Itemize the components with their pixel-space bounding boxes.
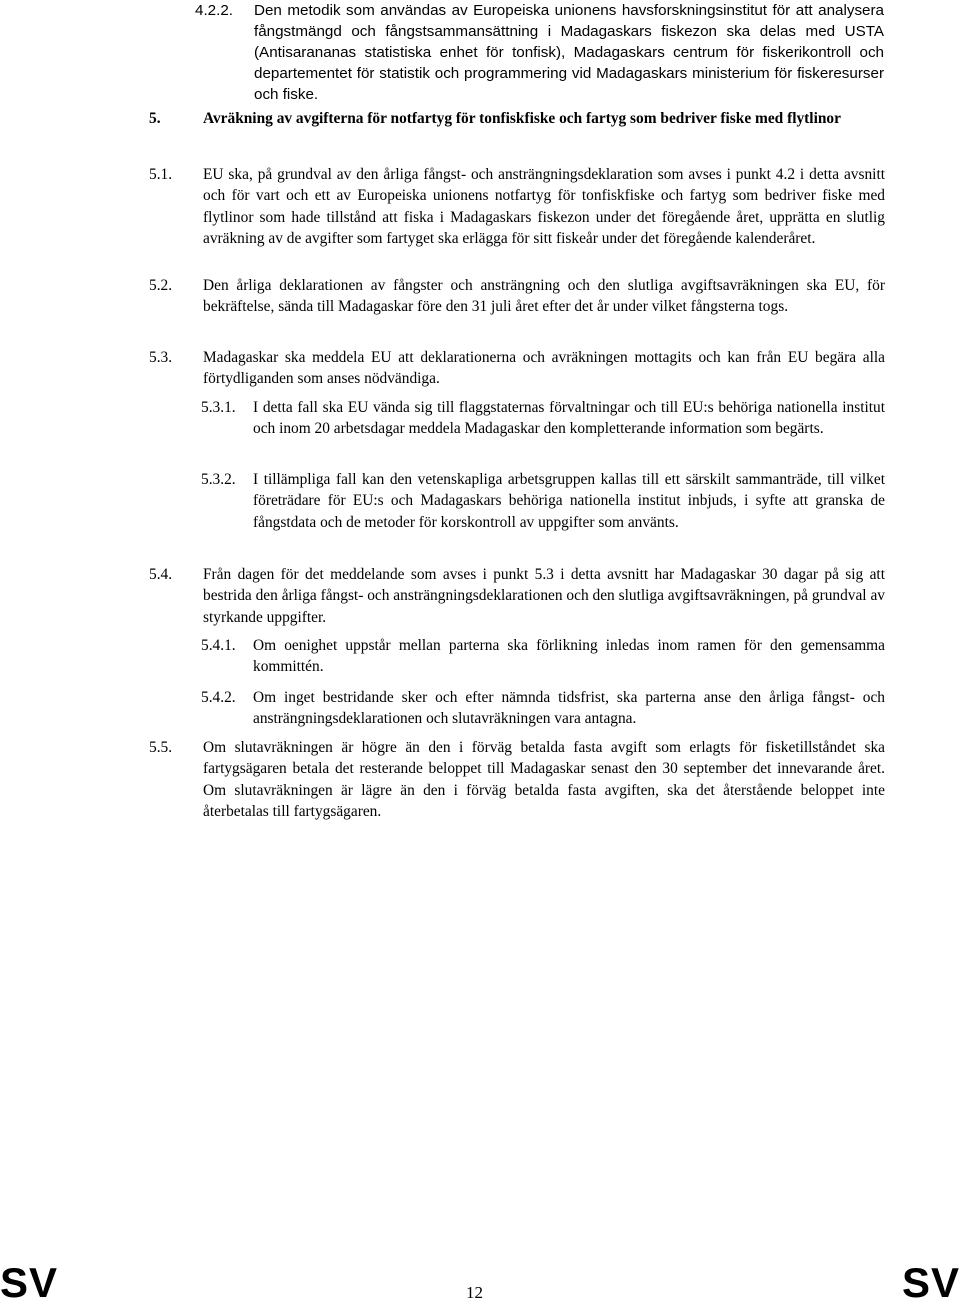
paragraph-5-1 xyxy=(149,164,885,249)
paragraph-text: Om slutavräkningen är högre än den i förväg betalda fasta avgift som erlagts för fisketillståndet ska fartygsägaren betala det resterande beloppet till Madagaskar senast den 30 september det innevarande året. Om slutavräkningen är lägre än den i förväg betalda fasta avgiften, ska det återstående beloppet inte återbetalas till fartygsägaren. xyxy=(203,739,885,820)
page-number: 12 xyxy=(466,1283,483,1302)
paragraph-text: Om oenighet uppstår mellan parterna ska förlikning inledas inom ramen för den gemensamma kommittén. xyxy=(253,637,885,676)
paragraph-5-3-2 xyxy=(201,469,885,533)
paragraph-number: 5.4. xyxy=(149,566,173,583)
paragraph-5-4-1 xyxy=(201,635,885,678)
footer-language-left: SV xyxy=(0,1259,59,1306)
paragraph-number: 5.4.1. xyxy=(201,637,236,654)
paragraph-number: 5.4.2. xyxy=(201,689,236,706)
paragraph-4-2-2 xyxy=(195,0,884,105)
paragraph-number: 5.3.1. xyxy=(201,399,236,416)
paragraph-number: 5.2. xyxy=(149,277,173,294)
paragraph-text: Om inget bestridande sker och efter nämnda tidsfrist, ska parterna anse den årliga fångst- och ansträngningsdeklarationen och slutavräkningen vara antagna. xyxy=(253,689,885,728)
footer-language-right: SV xyxy=(901,1259,960,1306)
paragraph-number: 5.3. xyxy=(149,349,173,366)
paragraph-text: Den metodik som användas av Europeiska unionens havsforskningsinstitut för att analysera fångstmängd och fångstsammansättning i Madagaskars fiskezon ska delas med USTA (Antisarananas statistiska enhet för tonfisk), Madagaskars centrum för fiskerikontroll och departementet för statistik och programmering vid Madagaskars ministerium för fiskeresurser och fiske. xyxy=(254,2,884,104)
paragraph-text: I detta fall ska EU vända sig till flaggstaternas förvaltningar och till EU:s behöriga nationella institut och inom 20 arbetsdagar meddela Madagaskar den kompletterande information som begärts. xyxy=(253,399,885,438)
paragraph-5-5 xyxy=(149,737,885,822)
paragraph-text: Den årliga deklarationen av fångster och ansträngning och den slutliga avgiftsavräkningen ska EU, för bekräftelse, sända till Madagaskar före den 31 juli året efter det år under vilket fångsterna togs. xyxy=(203,277,885,316)
paragraph-text: EU ska, på grundval av den årliga fångst- och ansträngningsdeklaration som avses i punkt 4.2 i detta avsnitt och för vart och ett av Europeiska unionens notfartyg för tonfiskfiske och fartyg som bedriver fiske med flytlinor som hade tillstånd att fiska i Madagaskars fiskezon under det föregående året, upprätta en slutlig avräkning av de avgifter som fartyget ska erlägga för sitt fiskeår under det föregående kalenderåret. xyxy=(203,166,885,247)
section-number: 5. xyxy=(149,110,161,127)
section-title: Avräkning av avgifterna för notfartyg för tonfiskfiske och fartyg som bedriver fiske med flytlinor xyxy=(203,110,841,127)
paragraph-5-2 xyxy=(149,275,885,318)
paragraph-number: 5.1. xyxy=(149,166,173,183)
paragraph-number: 4.2.2. xyxy=(195,2,233,19)
paragraph-5-4-2 xyxy=(201,687,885,730)
paragraph-text: Madagaskar ska meddela EU att deklarationerna och avräkningen mottagits och kan från EU begära alla förtydliganden som anses nödvändiga. xyxy=(203,349,885,388)
paragraph-5-3 xyxy=(149,347,885,390)
paragraph-5-3-1 xyxy=(201,397,885,440)
section-heading-5 xyxy=(149,108,885,130)
paragraph-text: Från dagen för det meddelande som avses i punkt 5.3 i detta avsnitt har Madagaskar 30 dagar på sig att bestrida den årliga fångst- och ansträngningsdeklarationen och den slutliga avgiftsavräkningen, på grundval av styrkande uppgifter. xyxy=(203,566,885,626)
paragraph-5-4 xyxy=(149,564,885,628)
paragraph-number: 5.3.2. xyxy=(201,471,236,488)
paragraph-number: 5.5. xyxy=(149,739,173,756)
paragraph-text: I tillämpliga fall kan den vetenskapliga arbetsgruppen kallas till ett särskilt sammanträde, till vilket företrädare för EU:s och Madagaskars behöriga nationella institut inbjuds, i syfte att granska de fångstdata och de metoder för korskontroll av uppgifter som använts. xyxy=(253,471,885,531)
